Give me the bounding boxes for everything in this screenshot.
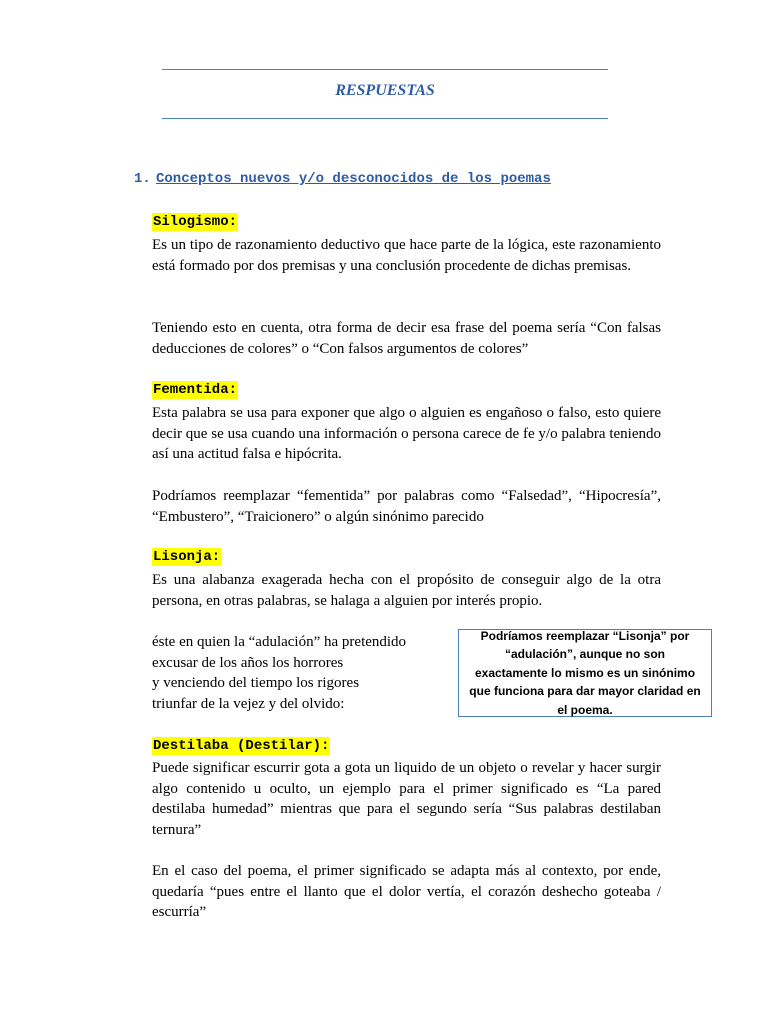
verse-line: excusar de los años los horrores [152, 654, 344, 671]
verse-line: y venciendo del tiempo los rigores [152, 675, 360, 691]
lisonja-verse [152, 632, 452, 714]
header-rule-bottom [162, 118, 608, 119]
silogismo-definition: Es un tipo de razonamiento deductivo que hace parte de la lógica, este razonamiento está formado por dos premisas y una conclusión procedente de dichas premisas. [152, 237, 661, 274]
term-silogismo: Silogismo: [153, 214, 238, 230]
section-heading [134, 171, 551, 187]
page-title: RESPUESTAS [335, 82, 435, 99]
silogismo-example: Teniendo esto en cuenta, otra forma de decir esa frase del poema sería “Con falsas deducciones de colores” o “Con falsos argumentos de colores” [152, 320, 661, 357]
header-rule-top [162, 69, 608, 70]
fementida-definition: Esta palabra se usa para exponer que algo o alguien es engañoso o falso, esto quiere decir que se usa cuando una información o persona carece de fe y/o palabra teniendo así una actitud falsa e hipócrita. [152, 405, 661, 462]
term-destilaba: Destilaba (Destilar): [153, 738, 330, 754]
destilaba-example: En el caso del poema, el primer significado se adapta más al contexto, por ende, quedaría “pues entre el llanto que el dolor vertía, el corazón deshecho goteaba / escurría” [152, 863, 661, 920]
section-title: Conceptos nuevos y/o desconocidos de los poemas [156, 171, 551, 187]
section-number: 1. [134, 171, 151, 187]
fementida-example: Podríamos reemplazar “fementida” por palabras como “Falsedad”, “Hipocresía”, “Embustero”, “Traicionero” o algún sinónimo parecido [152, 488, 661, 525]
lisonja-note-box [458, 629, 712, 717]
lisonja-definition: Es una alabanza exagerada hecha con el propósito de conseguir algo de la otra persona, en otras palabras, se halaga a alguien por interés propio. [152, 572, 661, 609]
term-lisonja: Lisonja: [153, 549, 221, 565]
verse-line: éste en quien la “adulación” ha pretendido [152, 634, 407, 650]
destilaba-definition: Puede significar escurrir gota a gota un liquido de un objeto o revelar y hacer surgir algo contenido u oculto, un ejemplo para el primer significado es “La pared destilaba humedad” mientras que para el segundo sería “Sus palabras destilaban ternura” [152, 760, 661, 838]
term-fementida: Fementida: [153, 382, 238, 398]
verse-line: triunfar de la vejez y del olvido: [152, 695, 345, 712]
lisonja-note-text: Podríamos reemplazar “Lisonja” por “adulación”, aunque no son exactamente lo mismo es un sinónimo que funciona para dar mayor claridad en el poema. [469, 628, 701, 717]
